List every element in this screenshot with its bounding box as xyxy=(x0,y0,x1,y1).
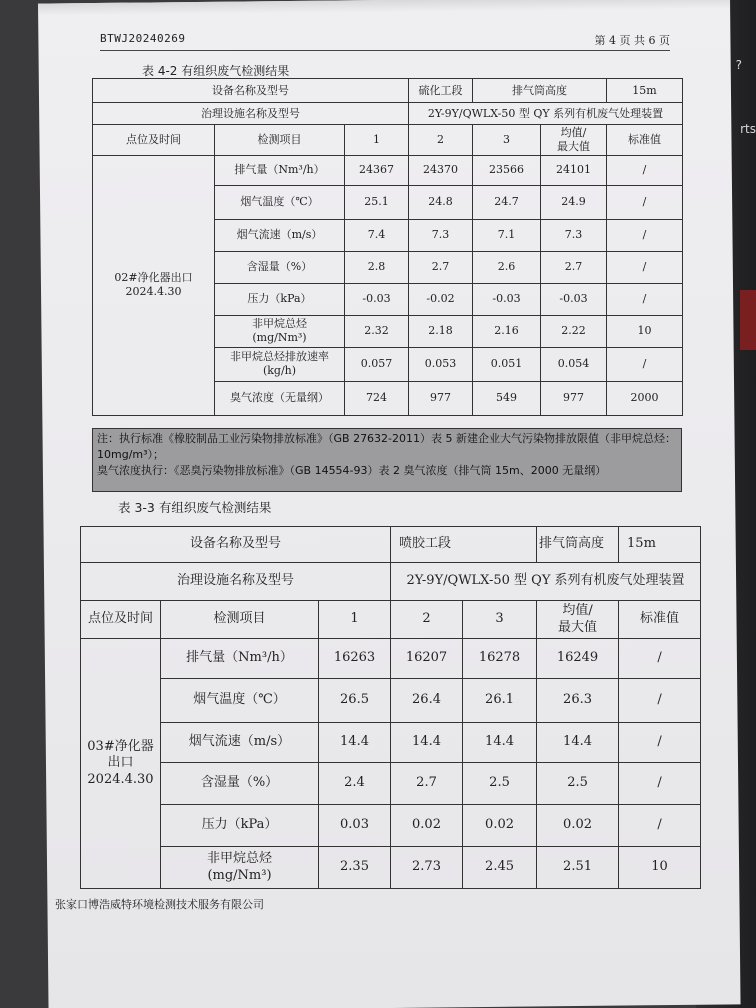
report-number: BTWJ20240269 xyxy=(100,32,186,45)
cell-v2: 2.7 xyxy=(391,763,463,805)
cell-v2: 24370 xyxy=(409,155,473,185)
row-item: 压力（kPa） xyxy=(161,805,319,847)
table-row xyxy=(81,847,701,889)
row-item: 排气量（Nm³/h） xyxy=(215,155,345,185)
table2 xyxy=(80,526,701,889)
row-item: 含湿量（%） xyxy=(161,763,319,805)
cell-v3: 549 xyxy=(473,381,541,415)
background-text: rts xyxy=(740,122,756,136)
cell-v3: 24.7 xyxy=(473,185,541,219)
cell-v3: -0.03 xyxy=(473,283,541,315)
table-row xyxy=(81,805,701,847)
cell-std: 10 xyxy=(619,847,701,889)
cell-avg: 14.4 xyxy=(537,723,619,763)
cell-v2: 16207 xyxy=(391,639,463,679)
cell-v2: 14.4 xyxy=(391,723,463,763)
table1-caption: 表 4-2 有组织废气检测结果 xyxy=(142,64,290,78)
cell-avg: -0.03 xyxy=(541,283,607,315)
cell-std: / xyxy=(619,679,701,723)
cell-v2: 0.02 xyxy=(391,805,463,847)
cell-std: / xyxy=(619,639,701,679)
cell-avg: 2.7 xyxy=(541,251,607,283)
col-point: 点位及时间 xyxy=(93,125,215,156)
row-item: 非甲烷总烃 (mg/Nm³) xyxy=(161,847,319,889)
cell-v3: 0.051 xyxy=(473,347,541,381)
cell-avg: 977 xyxy=(541,381,607,415)
col-avg: 均值/ 最大值 xyxy=(541,125,607,156)
cell-v2: -0.02 xyxy=(409,283,473,315)
cell-std: / xyxy=(619,763,701,805)
cell-v3: 26.1 xyxy=(463,679,537,723)
cell-v1: 7.4 xyxy=(345,219,409,251)
page-header xyxy=(100,32,670,51)
col-3: 3 xyxy=(473,125,541,156)
col-2: 2 xyxy=(391,601,463,639)
table-row xyxy=(81,763,701,805)
cell-avg: 2.22 xyxy=(541,315,607,347)
device-value: 硫化工段 xyxy=(409,79,473,103)
cell-v3: 16278 xyxy=(463,639,537,679)
col-avg: 均值/ 最大值 xyxy=(537,601,619,639)
table1-note: 注：执行标准《橡胶制品工业污染物排放标准》（GB 27632-2011）表 5 新建企业大气污染物排放限值（非甲烷总烃：10mg/m³）； 臭气浓度执行：《恶臭污染物排放标准》（GB 14554-93）表 2 臭气浓度（排气筒 15m、2000 无量纲） xyxy=(92,428,682,492)
cell-avg: 2.51 xyxy=(537,847,619,889)
device-label: 设备名称及型号 xyxy=(81,527,391,563)
cell-v1: 2.8 xyxy=(345,251,409,283)
cell-v1: 26.5 xyxy=(319,679,391,723)
row-item: 压力（kPa） xyxy=(215,283,345,315)
table1 xyxy=(92,78,683,416)
table-row xyxy=(81,723,701,763)
cell-std: 2000 xyxy=(607,381,683,415)
device-label: 设备名称及型号 xyxy=(93,79,409,103)
table-row xyxy=(81,639,701,679)
stack-value: 15m xyxy=(607,79,683,103)
row-item: 非甲烷总烃 (mg/Nm³) xyxy=(215,315,345,347)
device-value: 喷胶工段 xyxy=(391,527,537,563)
row-item: 烟气温度（℃） xyxy=(161,679,319,723)
cell-v1: 14.4 xyxy=(319,723,391,763)
cell-avg: 7.3 xyxy=(541,219,607,251)
cell-v3: 0.02 xyxy=(463,805,537,847)
cell-v2: 0.053 xyxy=(409,347,473,381)
cell-avg: 2.5 xyxy=(537,763,619,805)
cell-std: / xyxy=(619,723,701,763)
cell-v1: 0.057 xyxy=(345,347,409,381)
cell-v2: 7.3 xyxy=(409,219,473,251)
cell-v2: 24.8 xyxy=(409,185,473,219)
row-item: 臭气浓度（无量纲） xyxy=(215,381,345,415)
cell-std: / xyxy=(607,283,683,315)
point-location: 02#净化器出口 2024.4.30 xyxy=(93,155,215,415)
page-shadow xyxy=(38,0,730,16)
cell-v2: 26.4 xyxy=(391,679,463,723)
cell-v1: 0.03 xyxy=(319,805,391,847)
col-1: 1 xyxy=(319,601,391,639)
cell-v3: 2.5 xyxy=(463,763,537,805)
stack-label: 排气筒高度 xyxy=(473,79,607,103)
cell-v3: 7.1 xyxy=(473,219,541,251)
cell-v1: 25.1 xyxy=(345,185,409,219)
cell-v1: 724 xyxy=(345,381,409,415)
cell-std: / xyxy=(607,185,683,219)
footer-company: 张家口博浩威特环境检测技术服务有限公司 xyxy=(55,898,264,911)
treat-value: 2Y-9Y/QWLX-50 型 QY 系列有机废气处理装置 xyxy=(409,103,683,125)
cell-avg: 26.3 xyxy=(537,679,619,723)
cell-v3: 23566 xyxy=(473,155,541,185)
col-point: 点位及时间 xyxy=(81,601,161,639)
cell-v2: 2.18 xyxy=(409,315,473,347)
stack-label: 排气筒高度 xyxy=(537,527,619,563)
cell-v1: 2.32 xyxy=(345,315,409,347)
col-item: 检测项目 xyxy=(215,125,345,156)
cell-v2: 977 xyxy=(409,381,473,415)
stack-value: 15m xyxy=(619,527,701,563)
table-row xyxy=(93,155,683,185)
question-mark-icon: ? xyxy=(735,58,742,72)
cell-v1: 2.35 xyxy=(319,847,391,889)
row-item: 非甲烷总烃排放速率 (kg/h) xyxy=(215,347,345,381)
cell-v3: 14.4 xyxy=(463,723,537,763)
cell-std: / xyxy=(607,347,683,381)
cell-std: 10 xyxy=(607,315,683,347)
cell-avg: 0.02 xyxy=(537,805,619,847)
cell-avg: 16249 xyxy=(537,639,619,679)
col-2: 2 xyxy=(409,125,473,156)
cell-v3: 2.16 xyxy=(473,315,541,347)
red-object xyxy=(740,290,756,350)
table2-caption: 表 3-3 有组织废气检测结果 xyxy=(118,500,272,515)
cell-std: / xyxy=(607,155,683,185)
row-item: 烟气流速（m/s） xyxy=(161,723,319,763)
page-number: 第 4 页 共 6 页 xyxy=(594,34,670,47)
cell-std: / xyxy=(619,805,701,847)
cell-v1: -0.03 xyxy=(345,283,409,315)
cell-std: / xyxy=(607,251,683,283)
treat-value: 2Y-9Y/QWLX-50 型 QY 系列有机废气处理装置 xyxy=(391,563,701,601)
row-item: 排气量（Nm³/h） xyxy=(161,639,319,679)
row-item: 含湿量（%） xyxy=(215,251,345,283)
treat-label: 治理设施名称及型号 xyxy=(81,563,391,601)
cell-avg: 0.054 xyxy=(541,347,607,381)
cell-avg: 24101 xyxy=(541,155,607,185)
cell-avg: 24.9 xyxy=(541,185,607,219)
cell-v3: 2.6 xyxy=(473,251,541,283)
treat-label: 治理设施名称及型号 xyxy=(93,103,409,125)
col-1: 1 xyxy=(345,125,409,156)
cell-v1: 16263 xyxy=(319,639,391,679)
col-item: 检测项目 xyxy=(161,601,319,639)
cell-v1: 2.4 xyxy=(319,763,391,805)
point-location: 03#净化器 出口 2024.4.30 xyxy=(81,639,161,889)
col-std: 标准值 xyxy=(619,601,701,639)
cell-v2: 2.7 xyxy=(409,251,473,283)
col-3: 3 xyxy=(463,601,537,639)
cell-v1: 24367 xyxy=(345,155,409,185)
table-row xyxy=(81,679,701,723)
cell-v2: 2.73 xyxy=(391,847,463,889)
row-item: 烟气温度（℃） xyxy=(215,185,345,219)
col-std: 标准值 xyxy=(607,125,683,156)
cell-v3: 2.45 xyxy=(463,847,537,889)
cell-std: / xyxy=(607,219,683,251)
row-item: 烟气流速（m/s） xyxy=(215,219,345,251)
